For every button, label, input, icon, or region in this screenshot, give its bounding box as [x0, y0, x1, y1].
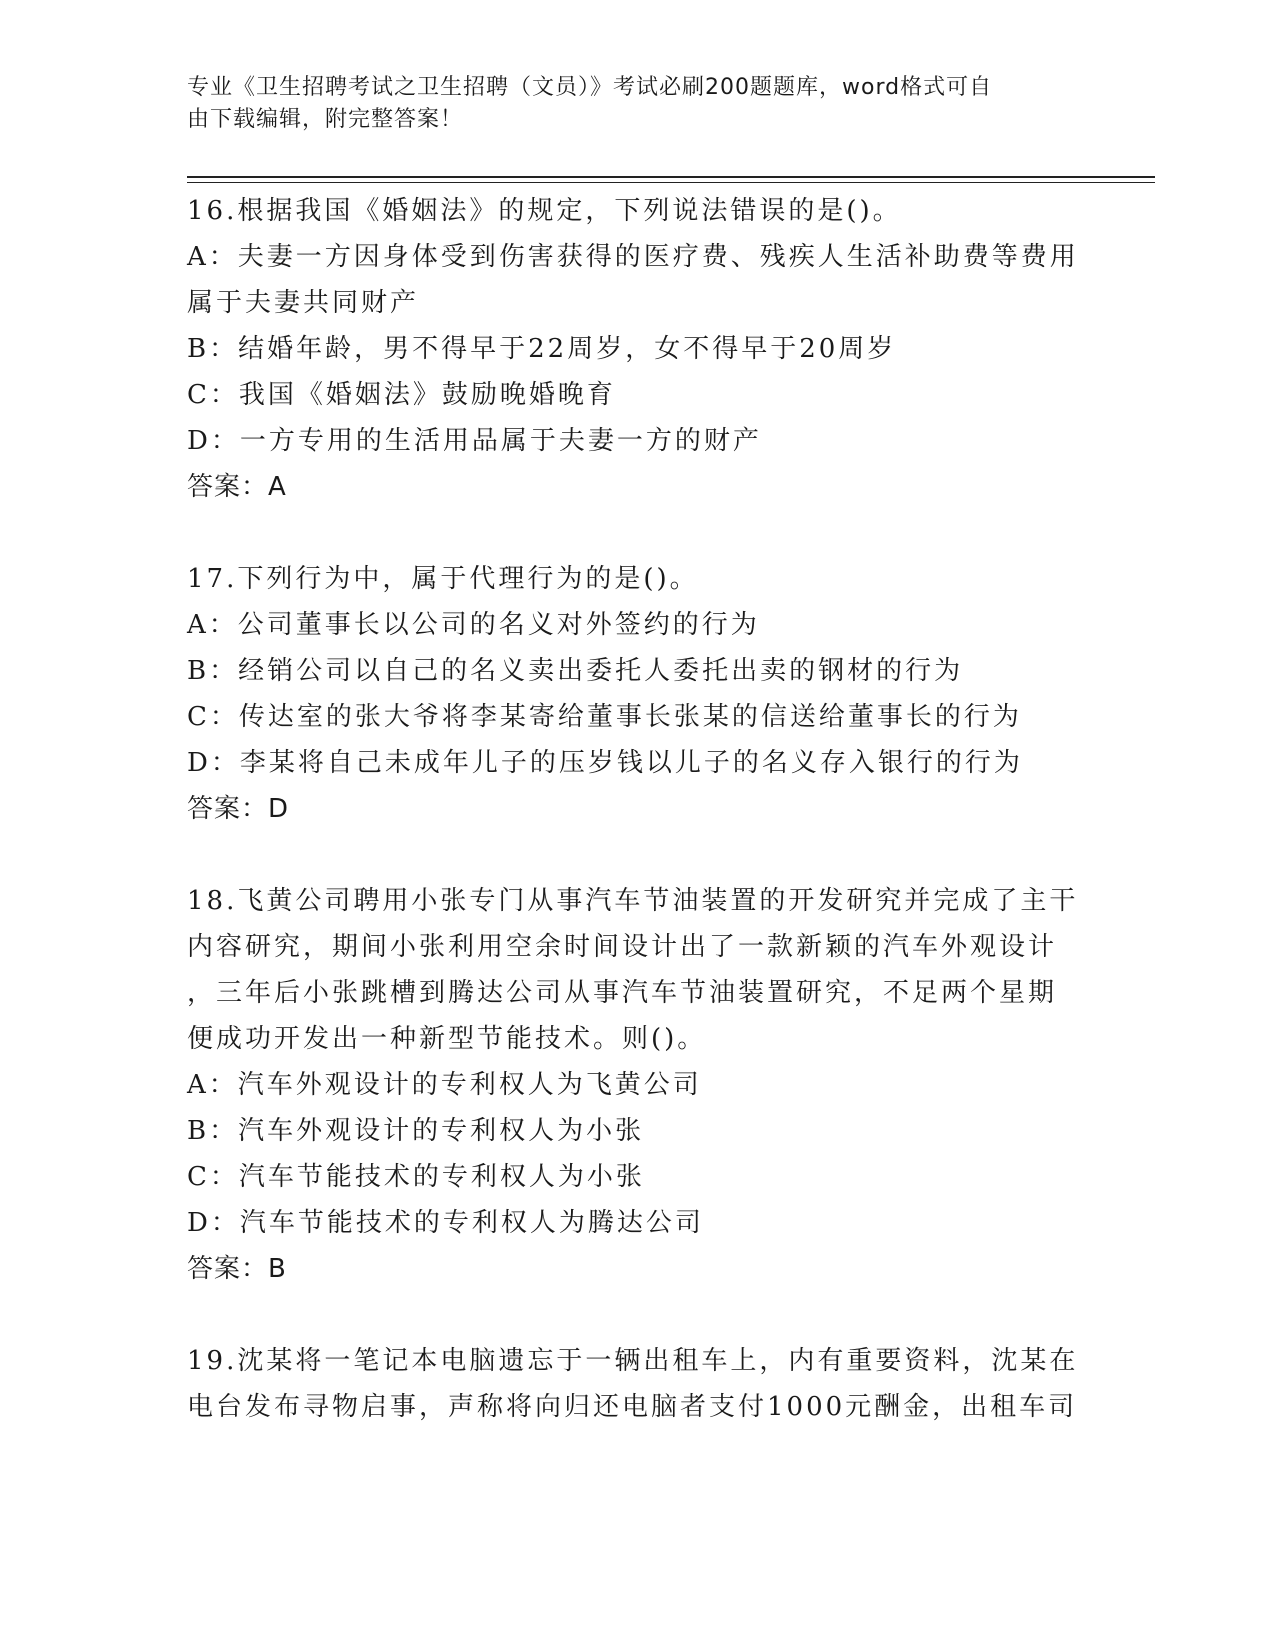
question-stem-continued: 便成功开发出一种新型节能技术。则()。 — [187, 1024, 707, 1054]
header-line: 由下载编辑，附完整答案！ — [187, 107, 464, 132]
question-list — [187, 188, 1087, 1476]
option-a: A：夫妻一方因身体受到伤害获得的医疗费、残疾人生活补助费等费用 — [187, 242, 1079, 272]
question-stem: 18.飞黄公司聘用小张专门从事汽车节油装置的开发研究并完成了主干 — [187, 886, 1079, 916]
option-a-continued: 属于夫妻共同财产 — [187, 288, 420, 318]
question-stem: 17.下列行为中，属于代理行为的是()。 — [187, 564, 699, 594]
question-19 — [187, 1338, 1087, 1430]
question-stem-continued: 内容研究，期间小张利用空余时间设计出了一款新颖的汽车外观设计 — [187, 932, 1058, 962]
question-18 — [187, 878, 1087, 1292]
question-stem: 16.根据我国《婚姻法》的规定，下列说法错误的是()。 — [187, 196, 902, 226]
option-d: D：汽车节能技术的专利权人为腾达公司 — [187, 1208, 704, 1238]
header-line: 专业《卫生招聘考试之卫生招聘（文员）》考试必刷200题题库，word格式可自 — [187, 75, 993, 100]
question-stem-continued: ，三年后小张跳槽到腾达公司从事汽车节油装置研究，不足两个星期 — [187, 978, 1058, 1008]
answer-label: 答案：A — [187, 472, 287, 502]
option-c: C：汽车节能技术的专利权人为小张 — [187, 1162, 645, 1192]
question-stem: 19.沈某将一笔记本电脑遗忘于一辆出租车上，内有重要资料，沈某在 — [187, 1346, 1079, 1376]
question-17 — [187, 556, 1087, 832]
document-header — [187, 72, 1067, 136]
header-divider-thin — [187, 182, 1155, 183]
option-d: D：一方专用的生活用品属于夫妻一方的财产 — [187, 426, 762, 456]
option-a: A：汽车外观设计的专利权人为飞黄公司 — [187, 1070, 702, 1100]
answer-label: 答案：B — [187, 1254, 287, 1284]
option-c: C：传达室的张大爷将李某寄给董事长张某的信送给董事长的行为 — [187, 702, 1022, 732]
option-a: A：公司董事长以公司的名义对外签约的行为 — [187, 610, 760, 640]
option-c: C：我国《婚姻法》鼓励晚婚晚育 — [187, 380, 616, 410]
header-divider — [187, 176, 1155, 178]
answer-label: 答案：D — [187, 794, 290, 824]
option-b: B：结婚年龄，男不得早于22周岁，女不得早于20周岁 — [187, 334, 897, 364]
option-d: D：李某将自己未成年儿子的压岁钱以儿子的名义存入银行的行为 — [187, 748, 1023, 778]
question-stem-continued: 电台发布寻物启事，声称将向归还电脑者支付1000元酬金，出租车司 — [187, 1392, 1078, 1422]
option-b: B：汽车外观设计的专利权人为小张 — [187, 1116, 645, 1146]
question-16 — [187, 188, 1087, 510]
option-b: B：经销公司以自己的名义卖出委托人委托出卖的钢材的行为 — [187, 656, 964, 686]
